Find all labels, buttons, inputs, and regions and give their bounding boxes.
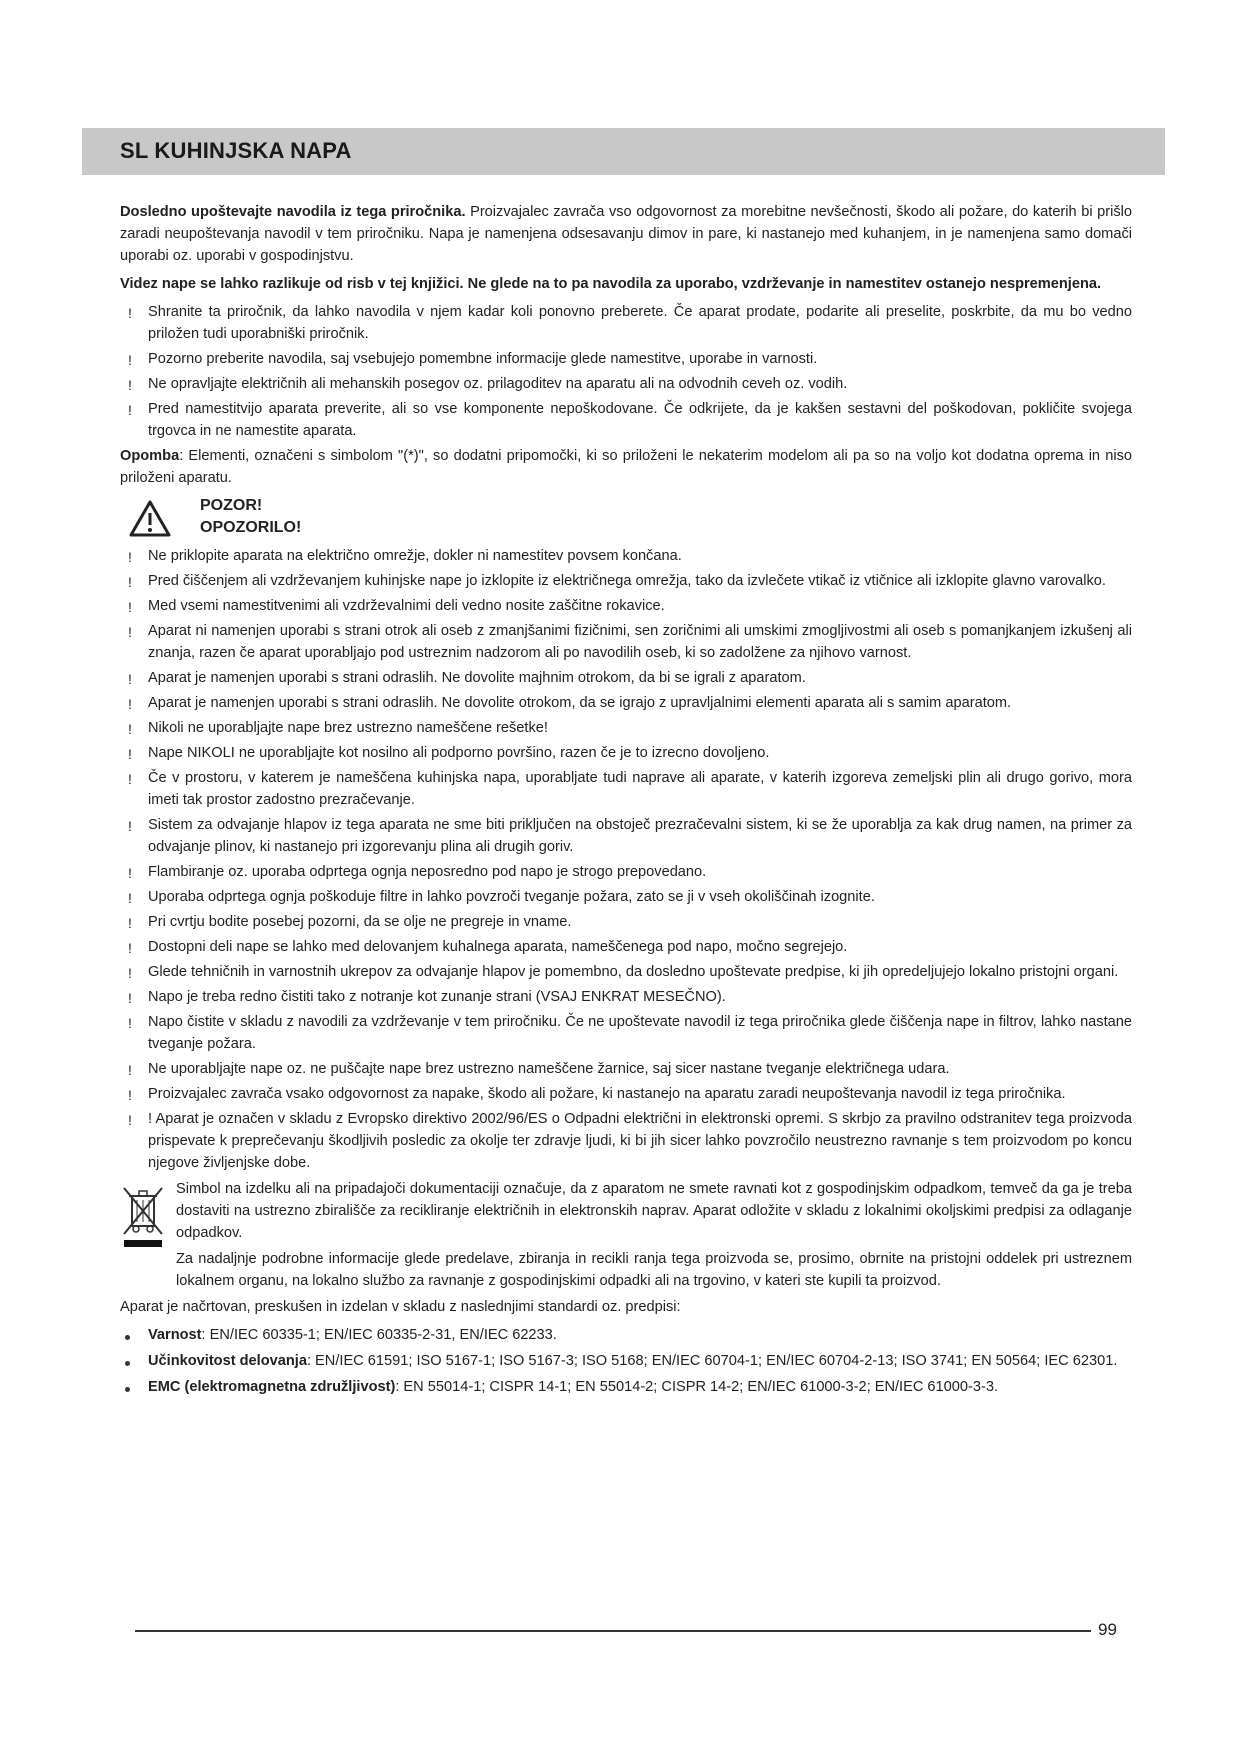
exclamation-marker: ! <box>128 624 132 640</box>
standard-item <box>120 1324 1132 1346</box>
list-item-text: Napo je treba redno čistiti tako z notranje kot zunanje strani (VSAJ ENKRAT MESEČNO). <box>148 989 726 1005</box>
section-header <box>82 128 1165 175</box>
list-item <box>120 570 1132 592</box>
warning-line-2: OPOZORILO! <box>200 519 302 536</box>
standard-item <box>120 1376 1132 1398</box>
standard-text: : EN/IEC 60335-1; EN/IEC 60335-2-31, EN/IEC 62233. <box>201 1327 557 1343</box>
list-item-text: Pri cvrtju bodite posebej pozorni, da se olje ne pregreje in vname. <box>148 914 572 930</box>
intro-paragraph <box>120 201 1132 267</box>
list-item-text: Sistem za odvajanje hlapov iz tega aparata ne sme biti priključen na obstoječ prezračevalni sistem, ki se že uporablja za kak drug namen, na primer za odvajanje plinov, ki nastanejo pri izgorevanju plina ali drugih goriv. <box>148 817 1132 855</box>
list-item <box>120 1108 1132 1174</box>
list-item-text: Proizvajalec zavrača vsako odgovornost za napake, škodo ali požare, ki nastanejo na aparatu zaradi neupoštevanja navodil iz tega priročnika. <box>148 1086 1066 1102</box>
list-item-text: Dostopni deli nape se lahko med delovanjem kuhalnega aparata, nameščenega pod napo, močno segrejejo. <box>148 939 848 955</box>
list-item-text: Pozorno preberite navodila, saj vsebujejo pomembne informacije glede namestitve, uporabe in varnosti. <box>148 351 818 367</box>
exclamation-marker: ! <box>128 721 132 737</box>
list-item <box>120 767 1132 811</box>
intro-lead-text: Proizvajalec zavrača vso odgovornost za morebitne nevšečnosti, škodo ali požare, do katerih bi prišlo zaradi neupoštevanja navodil v tem priročniku. Napa je namenjena odsesavanju dimov in pare, ki nastanejo med kuhanjem, in je namenjena samo domači uporabi oz. uporabi v gospodinjstvu. <box>120 204 1132 264</box>
list-item <box>120 692 1132 714</box>
list-item <box>120 986 1132 1008</box>
exclamation-marker: ! <box>128 305 132 321</box>
list-item-text: Če v prostoru, v katerem je nameščena kuhinjska napa, uporabljate tudi naprave ali aparate, v katerih izgoreva zemeljski plin ali drugo gorivo, mora imeti tak prostor zadostno prezračevanje. <box>148 770 1132 808</box>
list-item-text: Flambiranje oz. uporaba odprtega ognja neposredno pod napo je strogo prepovedano. <box>148 864 707 880</box>
exclamation-marker: ! <box>128 1062 132 1078</box>
exclamation-marker: ! <box>128 377 132 393</box>
exclamation-marker: ! <box>128 746 132 762</box>
exclamation-marker: ! <box>128 599 132 615</box>
list-item <box>120 861 1132 883</box>
page-title: SL KUHINJSKA NAPA <box>120 138 352 163</box>
weee-paragraph-1: Simbol na izdelku ali na pripadajoči dokumentaciji označuje, da z aparatom ne smete ravnati kot z gospodinjskim odpadkom, temveč da ga je treba dostaviti na ustrezno zbirališče za recikliranje električnih in elektronskih naprav. Aparat odložite v skladu z lokalnimi okoljskimi predpisi za odlaganje odpadkov. <box>176 1181 1132 1241</box>
standards-intro: Aparat je načrtovan, preskušen in izdelan v skladu z naslednjimi standardi oz. predpisi: <box>120 1299 681 1315</box>
weee-section <box>120 1178 1132 1292</box>
list-item-text: Aparat ni namenjen uporabi s strani otrok ali oseb z zmanjšanimi fizičnimi, sen zoričnimi ali umskimi zmogljivostmi ali oseb s pomanjkanjem izkušenj ali znanja, razen če aparat uporabljajo pod ustreznim nadzorom ali po navodilih oseb, ki so zadolžene za njihovo varnost. <box>148 623 1132 661</box>
note-label: Opomba <box>120 448 180 464</box>
list-item <box>120 1083 1132 1105</box>
intro-lead-bold: Dosledno upoštevajte navodila iz tega priročnika. <box>120 204 466 220</box>
footer-divider <box>135 1630 1091 1632</box>
list-item <box>120 545 1132 567</box>
list-item-text: Pred namestitvijo aparata preverite, ali so vse komponente nepoškodovane. Če odkrijete, da je kakšen sestavni del poškodovan, pokličite svojega trgovca in ne namestite aparata. <box>148 401 1132 439</box>
crossed-bin-icon <box>120 1182 166 1252</box>
exclamation-marker: ! <box>128 1112 132 1128</box>
exclamation-marker: ! <box>128 549 132 565</box>
exclamation-marker: ! <box>128 818 132 834</box>
exclamation-marker: ! <box>128 990 132 1006</box>
list-item-text: ! Aparat je označen v skladu z Evropsko direktivo 2002/96/ES o Odpadni električni in elektronski opremi. S skrbjo za pravilno odstranitev tega proizvoda prispevate k preprečevanju škodljivih posledic za okolje ter zdravje ljudi, ki bi jih sicer lahko povzročilo neustrezno ravnanje s tem proizvodom po koncu njegove življenjske dobe. <box>148 1111 1132 1171</box>
standard-label: Učinkovitost delovanja <box>148 1353 307 1369</box>
list-item <box>120 886 1132 908</box>
list-item <box>120 301 1132 345</box>
bullet-dot-icon <box>125 1335 130 1340</box>
list-item <box>120 595 1132 617</box>
standards-list <box>120 1324 1132 1398</box>
list-item <box>120 717 1132 739</box>
standard-text: : EN 55014-1; CISPR 14-1; EN 55014-2; CISPR 14-2; EN/IEC 61000-3-2; EN/IEC 61000-3-3. <box>395 1379 999 1395</box>
list-item-text: Glede tehničnih in varnostnih ukrepov za odvajanje hlapov je pomembno, da dosledno upoštevate predpise, ki jih opredeljujejo lokalno pristojni organi. <box>148 964 1119 980</box>
list-item <box>120 961 1132 983</box>
standard-text: : EN/IEC 61591; ISO 5167-1; ISO 5167-3; ISO 5168; EN/IEC 60704-1; EN/IEC 60704-2-13; ISO 3741; EN 50564; IEC 62301. <box>306 1353 1118 1369</box>
exclamation-marker: ! <box>128 965 132 981</box>
document-body <box>120 201 1132 1402</box>
list-item-text: Aparat je namenjen uporabi s strani odraslih. Ne dovolite majhnim otrokom, da bi se igrali z aparatom. <box>148 670 806 686</box>
weee-paragraph-2: Za nadaljnje podrobne informacije glede predelave, zbiranja in recikli ranja tega proizvoda se, prosimo, obrnite na pristojni oddelek pri ustreznem lokalnem organu, na lokalno službo za ravnanje z gospodinjskimi odpadki ali na trgovino, v kateri ste kupili ta proizvod. <box>176 1251 1132 1289</box>
list-item-text: Ne priklopite aparata na električno omrežje, dokler ni namestitev povsem končana. <box>148 548 682 564</box>
list-item-text: Ne opravljajte električnih ali mehanskih posegov oz. prilagoditev na aparatu ali na odvodnih ceveh oz. vodih. <box>148 376 848 392</box>
list-item-text: Shranite ta priročnik, da lahko navodila v njem kadar koli ponovno preberete. Če aparat prodate, podarite ali preselite, poskrbite, da mu bo vedno priložen tudi uporabniški priročnik. <box>148 304 1132 342</box>
page-number: 99 <box>1098 1620 1117 1639</box>
list-item-text: Nape NIKOLI ne uporabljajte kot nosilno ali podporno površino, razen če je to izrecno dovoljeno. <box>148 745 770 761</box>
list-item-text: Nikoli ne uporabljajte nape brez ustrezno nameščene rešetke! <box>148 720 548 736</box>
exclamation-marker: ! <box>128 1087 132 1103</box>
list-item <box>120 348 1132 370</box>
exclamation-marker: ! <box>128 574 132 590</box>
list-item-text: Aparat je namenjen uporabi s strani odraslih. Ne dovolite otrokom, da se igrajo z upravljalnimi elementi aparata ali s samim aparatom. <box>148 695 1012 711</box>
list-item <box>120 398 1132 442</box>
list-item <box>120 373 1132 395</box>
exclamation-marker: ! <box>128 671 132 687</box>
list-item <box>120 936 1132 958</box>
note-paragraph <box>120 445 1132 489</box>
list-item-text: Med vsemi namestitvenimi ali vzdrževalnimi deli vedno nosite zaščitne rokavice. <box>148 598 665 614</box>
bullet-dot-icon <box>125 1387 130 1392</box>
appearance-note: Videz nape se lahko razlikuje od risb v tej knjižici. Ne glede na to pa navodila za uporabo, vzdrževanje in namestitev ostanejo nespremenjena. <box>120 276 1102 292</box>
note-text: : Elementi, označeni s simbolom "(*)", so dodatni pripomočki, ki so priloženi le nekaterim modelom ali pa so na voljo kot dodatna oprema in niso priloženi aparatu. <box>120 448 1132 486</box>
list-item-text: Ne uporabljajte nape oz. ne puščajte nape brez ustrezno nameščene žarnice, saj sicer nastane tveganje električnega udara. <box>148 1061 950 1077</box>
list-item <box>120 742 1132 764</box>
exclamation-marker: ! <box>128 865 132 881</box>
warning-title <box>200 495 301 539</box>
safety-warnings-list <box>120 545 1132 1174</box>
list-item <box>120 911 1132 933</box>
exclamation-marker: ! <box>128 696 132 712</box>
list-item-text: Pred čiščenjem ali vzdrževanjem kuhinjske nape jo izklopite iz električnega omrežja, tako da izvlečete vtikač iz vtičnice ali izklopite glavno varovalko. <box>148 573 1106 589</box>
warning-triangle-icon <box>128 499 172 539</box>
list-item <box>120 1011 1132 1055</box>
standard-label: EMC (elektromagnetna združljivost) <box>148 1379 396 1395</box>
instructions-list <box>120 301 1132 442</box>
list-item <box>120 667 1132 689</box>
exclamation-marker: ! <box>128 771 132 787</box>
standard-item <box>120 1350 1132 1372</box>
warning-line-1: POZOR! <box>200 497 263 514</box>
exclamation-marker: ! <box>128 915 132 931</box>
standard-label: Varnost <box>148 1327 202 1343</box>
bullet-dot-icon <box>125 1361 130 1366</box>
exclamation-marker: ! <box>128 352 132 368</box>
list-item <box>120 620 1132 664</box>
exclamation-marker: ! <box>128 940 132 956</box>
exclamation-marker: ! <box>128 890 132 906</box>
list-item-text: Napo čistite v skladu z navodili za vzdrževanje v tem priročniku. Če ne upoštevate navodil iz tega priročnika glede čiščenja nape in filtrov, lahko nastane tveganje požara. <box>148 1014 1132 1052</box>
warning-block <box>120 495 1132 543</box>
list-item <box>120 814 1132 858</box>
list-item <box>120 1058 1132 1080</box>
exclamation-marker: ! <box>128 402 132 418</box>
list-item-text: Uporaba odprtega ognja poškoduje filtre in lahko povzroči tveganje požara, zato se ji v vseh okoliščinah izognite. <box>148 889 875 905</box>
exclamation-marker: ! <box>128 1015 132 1031</box>
